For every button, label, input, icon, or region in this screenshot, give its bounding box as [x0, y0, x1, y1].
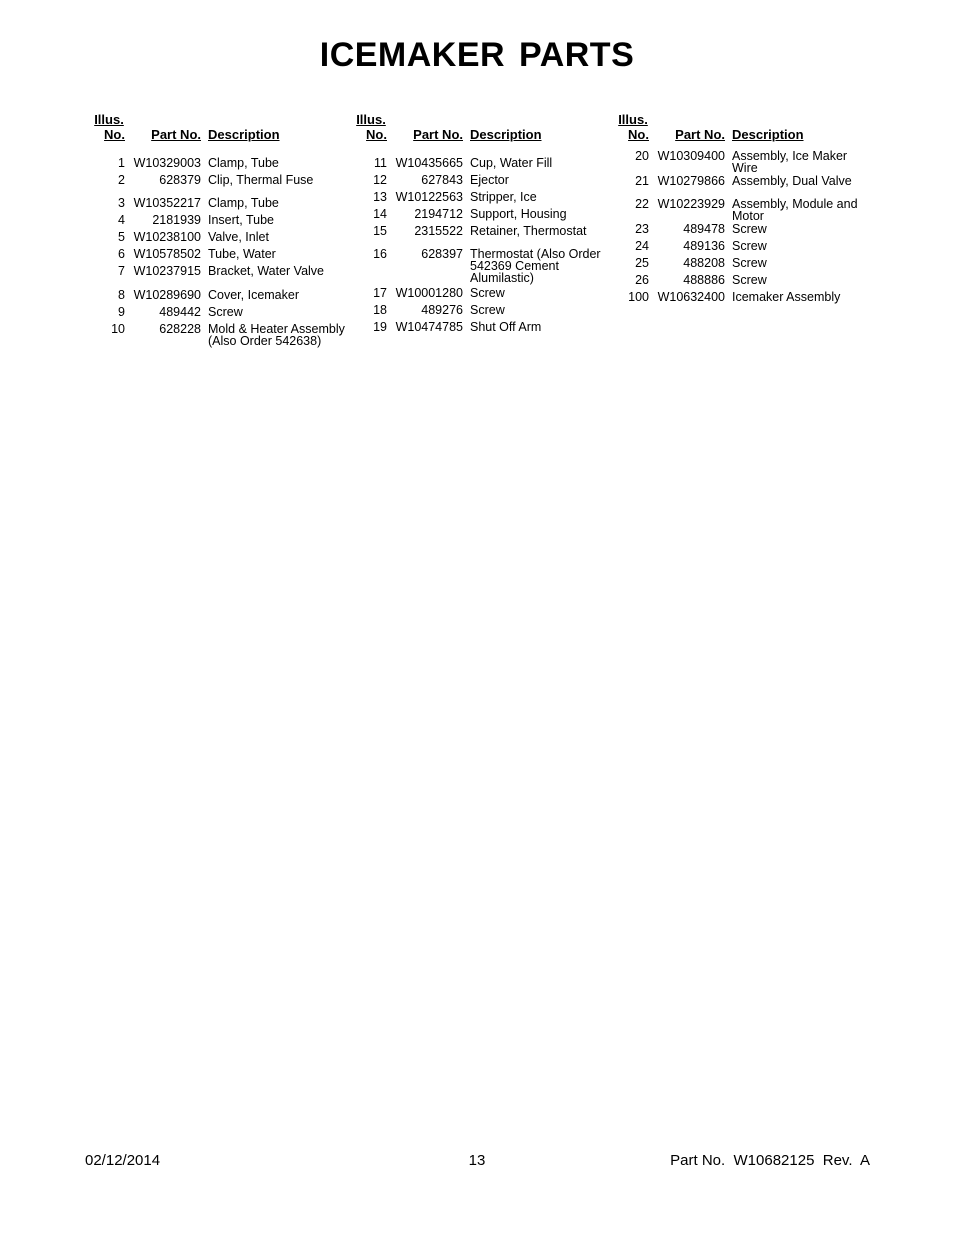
part-no-header: Part No. — [151, 127, 201, 142]
page-title: ICEMAKER PARTS — [319, 36, 635, 74]
illus-no: 2 — [118, 173, 125, 187]
illus-no: 100 — [628, 290, 649, 304]
description: Screw — [470, 286, 505, 300]
part-no: 489276 — [421, 303, 463, 317]
illus-no: 9 — [118, 305, 125, 319]
description: Assembly, Ice Maker Wire — [732, 149, 848, 175]
description: Screw — [732, 239, 767, 253]
illus-no: 6 — [118, 247, 125, 261]
part-no: W10329003 — [133, 156, 201, 170]
description: Valve, Inlet — [208, 230, 269, 244]
part-no: W10352217 — [133, 196, 201, 210]
no-header: No. — [104, 127, 125, 142]
illus-no: 18 — [373, 303, 387, 317]
description: Mold & Heater Assembly (Also Order 542638) — [208, 322, 345, 348]
part-no: 489136 — [683, 239, 725, 253]
description: Screw — [732, 256, 767, 270]
illus-no: 16 — [373, 247, 387, 261]
illus-no: 11 — [374, 156, 387, 170]
illus-no: 12 — [373, 173, 387, 187]
illus-no: 14 — [373, 207, 387, 221]
part-no: W10309400 — [657, 149, 725, 163]
part-no: 489442 — [159, 305, 201, 319]
footer-part-number: Part No. W10682125 Rev. A — [670, 1152, 870, 1169]
part-no: 489478 — [683, 222, 725, 236]
parts-column-1 — [93, 110, 355, 348]
column-header — [93, 110, 355, 144]
parts-column-2 — [355, 110, 617, 334]
part-no-header: Part No. — [675, 127, 725, 142]
parts-column-3 — [617, 110, 879, 304]
illus-no: 1 — [118, 156, 125, 170]
description: Clamp, Tube — [208, 156, 279, 170]
part-no: 628379 — [159, 173, 201, 187]
column-header — [617, 110, 879, 144]
part-no: W10122563 — [395, 190, 463, 204]
illus-no: 8 — [118, 288, 125, 302]
description: Insert, Tube — [208, 213, 275, 227]
description: Cover, Icemaker — [208, 288, 300, 302]
description: Icemaker Assembly — [732, 290, 841, 304]
part-no: W10279866 — [657, 174, 725, 188]
illus-header: Illus. — [356, 112, 386, 127]
illus-no: 23 — [635, 222, 649, 236]
description-header: Description — [470, 127, 542, 142]
description: Ejector — [470, 173, 509, 187]
description: Stripper, Ice — [470, 190, 537, 204]
illus-no: 24 — [635, 239, 649, 253]
description: Clamp, Tube — [208, 196, 279, 210]
description: Assembly, Module and Motor — [732, 197, 858, 223]
part-no: 627843 — [421, 173, 463, 187]
description: Screw — [732, 222, 767, 236]
part-no: 628228 — [159, 322, 201, 336]
description: Screw — [470, 303, 505, 317]
description: Shut Off Arm — [470, 320, 542, 334]
part-no: W10238100 — [133, 230, 201, 244]
description: Screw — [208, 305, 243, 319]
part-no: 628397 — [421, 247, 463, 261]
part-no: W10237915 — [133, 264, 201, 278]
description: Cup, Water Fill — [470, 156, 553, 170]
no-header: No. — [366, 127, 387, 142]
no-header: No. — [628, 127, 649, 142]
illus-header: Illus. — [94, 112, 124, 127]
illus-no: 4 — [118, 213, 125, 227]
description: Tube, Water — [208, 247, 276, 261]
illus-no: 15 — [373, 224, 387, 238]
description: Bracket, Water Valve — [208, 264, 325, 278]
description: Clip, Thermal Fuse — [208, 173, 314, 187]
illus-header: Illus. — [618, 112, 648, 127]
description: Screw — [732, 273, 767, 287]
part-no: W10223929 — [657, 197, 725, 211]
description-header: Description — [208, 127, 280, 142]
description: Assembly, Dual Valve — [732, 174, 852, 188]
illus-no: 13 — [373, 190, 387, 204]
part-no: 488886 — [683, 273, 725, 287]
illus-no: 7 — [118, 264, 125, 278]
illus-no: 5 — [118, 230, 125, 244]
part-no: W10289690 — [133, 288, 201, 302]
part-no: 2194712 — [414, 207, 463, 221]
illus-no: 10 — [111, 322, 125, 336]
footer-page-number: 13 — [468, 1152, 486, 1169]
description: Retainer, Thermostat — [470, 224, 587, 238]
illus-no: 20 — [635, 149, 649, 163]
part-no: 2315522 — [414, 224, 463, 238]
column-header — [355, 110, 617, 144]
illus-no: 17 — [373, 286, 387, 300]
part-no-header: Part No. — [413, 127, 463, 142]
illus-no: 22 — [635, 197, 649, 211]
part-no: W10474785 — [395, 320, 463, 334]
illus-no: 26 — [635, 273, 649, 287]
description-header: Description — [732, 127, 804, 142]
description: Support, Housing — [470, 207, 567, 221]
part-no: W10632400 — [657, 290, 725, 304]
footer-date: 02/12/2014 — [85, 1152, 161, 1169]
part-no: 2181939 — [152, 213, 201, 227]
illus-no: 19 — [373, 320, 387, 334]
illus-no: 21 — [635, 174, 649, 188]
part-no: 488208 — [683, 256, 725, 270]
part-no: W10435665 — [395, 156, 463, 170]
part-no: W10578502 — [133, 247, 201, 261]
illus-no: 3 — [118, 196, 125, 210]
description: Thermostat (Also Order 542369 Cement Alumilastic) — [470, 247, 601, 285]
part-no: W10001280 — [395, 286, 463, 300]
illus-no: 25 — [635, 256, 649, 270]
